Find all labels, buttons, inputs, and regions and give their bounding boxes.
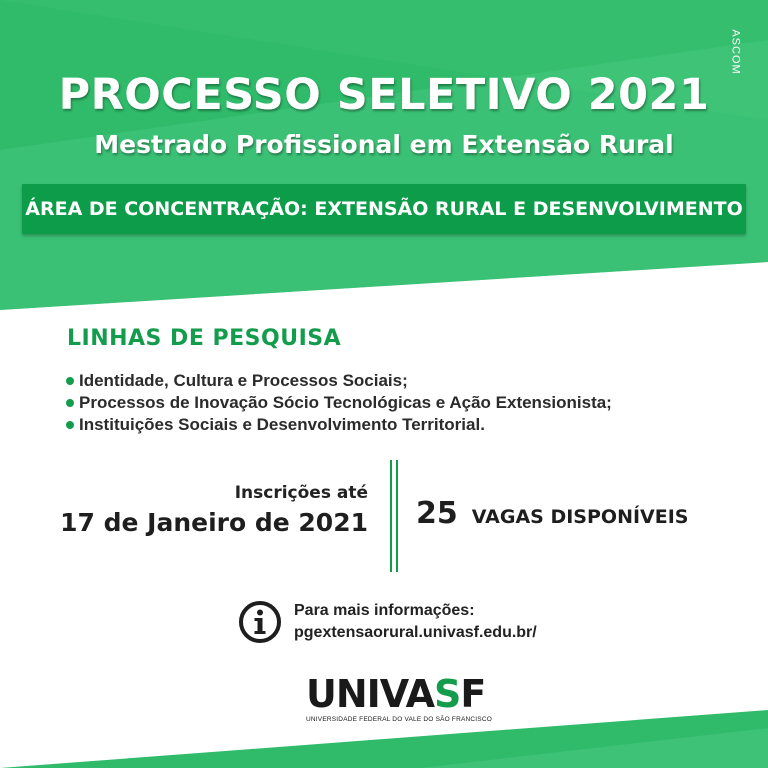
research-line-text: Identidade, Cultura e Processos Sociais; [79, 371, 408, 390]
list-item [66, 414, 612, 436]
concentration-area-text: ÁREA DE CONCENTRAÇÃO: EXTENSÃO RURAL E DESENVOLVIMENTO [25, 198, 743, 220]
bullet-icon [66, 399, 74, 407]
research-lines-title: LINHAS DE PESQUISA [67, 326, 342, 351]
info-label: Para mais informações: [294, 602, 475, 619]
concentration-area-banner [22, 184, 746, 234]
list-item [66, 392, 612, 414]
registration-date: 17 de Janeiro de 2021 [60, 508, 368, 537]
bullet-icon [66, 421, 74, 429]
page-title: PROCESSO SELETIVO 2021 [58, 70, 710, 120]
vacancies-label: VAGAS DISPONÍVEIS [471, 506, 689, 528]
info-icon [238, 600, 282, 644]
divider-line [396, 460, 398, 572]
bullet-icon [66, 377, 74, 385]
vacancies [416, 496, 688, 531]
credit-label: ASCOM [730, 29, 742, 75]
info-block [294, 600, 537, 644]
registration-label: Inscrições até [234, 483, 368, 503]
logo-caption: UNIVERSIDADE FEDERAL DO VALE DO SÃO FRANCISCO [306, 716, 492, 723]
research-lines-list [66, 370, 612, 436]
footer-stripe [0, 710, 768, 768]
logo-wordmark: UNIVASF [306, 672, 486, 716]
research-line-text: Instituições Sociais e Desenvolvimento Territorial. [79, 415, 485, 434]
info-link[interactable]: pgextensaorural.univasf.edu.br/ [294, 624, 537, 641]
vacancies-count: 25 [416, 496, 458, 531]
divider-line [390, 460, 392, 572]
page-subtitle: Mestrado Profissional em Extensão Rural [94, 130, 674, 159]
list-item [66, 370, 612, 392]
research-line-text: Processos de Inovação Sócio Tecnológicas e Ação Extensionista; [79, 393, 612, 412]
